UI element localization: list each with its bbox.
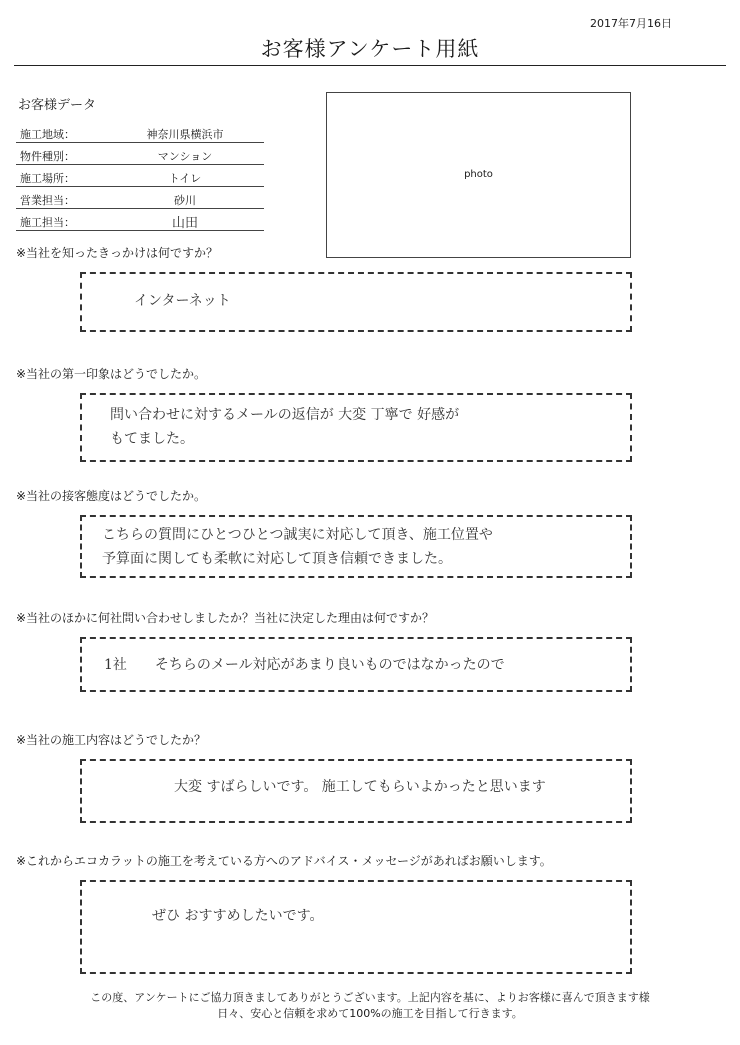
info-label: 施工地域： [20, 128, 75, 141]
page-title: お客様アンケート用紙 [260, 37, 480, 61]
answer-text-5: 大変 すばらしいです。 施工してもらいよかったと思います [174, 779, 546, 795]
answer-text-4: 1社 そちらのメール対応があまり良いものではなかったので [104, 657, 505, 673]
info-value: 神奈川県横浜市 [146, 128, 224, 141]
answer-text-6: ぜひ おすすめしたいです。 [152, 908, 324, 924]
info-label: 施工場所： [20, 172, 75, 185]
info-value: トイレ [168, 172, 202, 185]
answer-box-1 [80, 272, 632, 332]
footer-line-2: 日々、安心と信頼を求めて100%の施工を目指して行きます。 [217, 1007, 523, 1020]
question-4: ※当社のほかに何社問い合わせしましたか？当社に決定した理由は何ですか？ [16, 611, 435, 625]
info-row-installer [16, 212, 264, 231]
info-value: 砂川 [174, 194, 196, 207]
info-row-property-type [16, 146, 264, 165]
answer-box-6 [80, 880, 632, 974]
question-1: ※当社を知ったきっかけは何ですか？ [16, 246, 219, 260]
question-5: ※当社の施工内容はどうでしたか？ [16, 733, 207, 747]
answer-box-3 [80, 515, 632, 578]
info-value-handwritten: 山田 [171, 216, 198, 231]
info-row-sales-rep [16, 190, 264, 209]
question-2: ※当社の第一印象はどうでしたか。 [16, 367, 207, 381]
question-3: ※当社の接客態度はどうでしたか。 [16, 489, 207, 503]
answer-text-2: 問い合わせに対するメールの返信が 大変 丁寧で 好感が もてました。 [110, 407, 460, 447]
question-6: ※これからエコカラットの施工を考えている方へのアドバイス・メッセージがあればお願いします。 [16, 854, 552, 868]
answer-text-3: こちらの質問にひとつひとつ誠実に対応して頂き、施工位置や 予算面に関しても柔軟に対応して頂き信頼できました。 [102, 527, 493, 567]
info-row-location [16, 168, 264, 187]
title-underline [14, 65, 726, 66]
info-label: 物件種別： [20, 150, 75, 163]
info-row-area [16, 124, 264, 143]
footer-line-1: この度、アンケートにご協力頂きましてありがとうございます。上記内容を基に、よりお客様に喜んで頂きます様 [90, 991, 650, 1004]
footer-message [0, 990, 740, 1022]
info-value: マンション [157, 150, 213, 163]
answer-text-1: インターネット [134, 293, 231, 309]
answer-box-4 [80, 637, 632, 692]
answer-box-5 [80, 759, 632, 823]
answer-box-2 [80, 393, 632, 462]
info-label: 営業担当： [20, 194, 75, 207]
info-label: 施工担当： [20, 216, 75, 229]
customer-data-heading: お客様データ [18, 98, 97, 113]
photo-label: photo [464, 169, 493, 180]
survey-date: 2017年7月16日 [590, 17, 672, 30]
